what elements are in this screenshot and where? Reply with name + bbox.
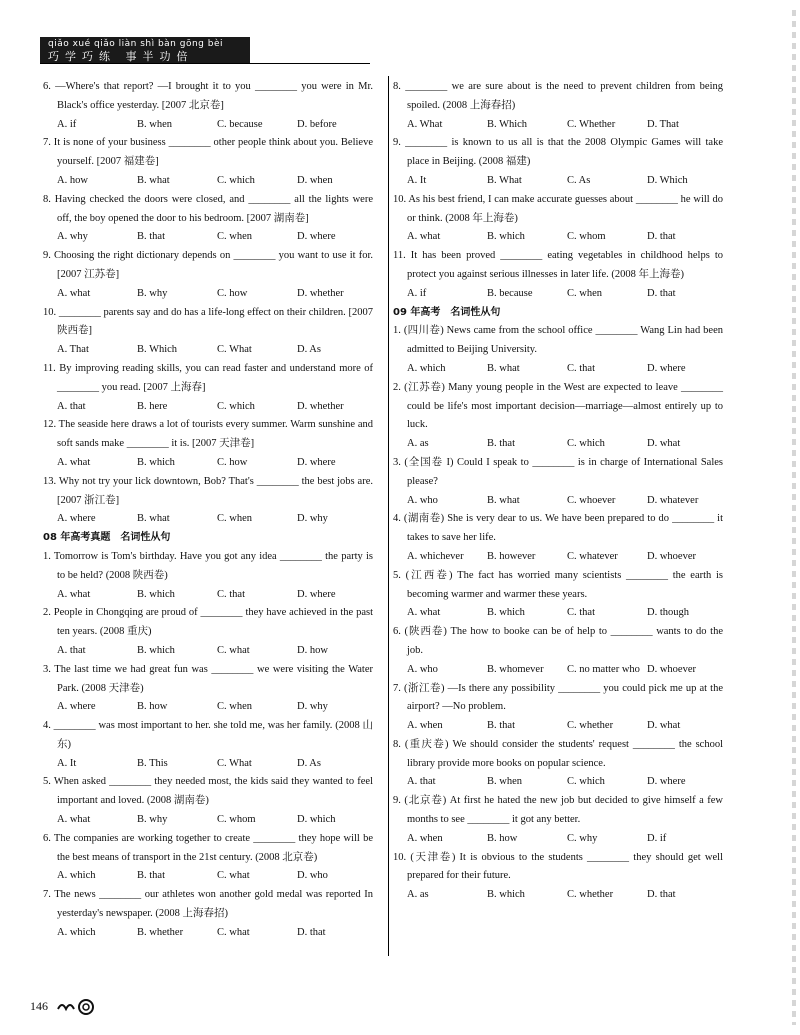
answer-option: B. whomever: [487, 663, 544, 675]
scan-edge: [792, 10, 796, 1025]
answer-options: [43, 285, 373, 304]
answer-options: [393, 492, 723, 511]
question-text: 6. The companies are working together to create ________ they hope will be the best means of transport in the 21st century. (2008 北京卷): [43, 832, 373, 863]
answer-option: C. which: [567, 776, 605, 788]
question-text: 2. People in Chongqing are proud of ________ they have achieved in the past ten years. (2008 重庆): [43, 607, 373, 638]
answer-option: B. that: [137, 870, 165, 882]
answer-options: [43, 116, 373, 135]
header-title: 巧学巧练 事半功倍: [48, 50, 194, 63]
answer-option: C. how: [217, 287, 248, 299]
answer-option: B. which: [137, 588, 175, 600]
answer-options: [43, 398, 373, 417]
question-text: 12. The seaside here draws a lot of tourists every summer. Warm sunshine and soft sands make ________ it is. [2007 天津卷]: [43, 419, 373, 450]
question-text: 2. (江苏卷) Many young people in the West are expected to leave ________ could be life's most important decision—marriage—almost entirely up to luck.: [393, 381, 723, 431]
question-item: [43, 830, 373, 886]
answer-options: [43, 642, 373, 661]
section-heading: 08 年高考真题 名词性从句: [43, 532, 171, 544]
answer-option: C. what: [217, 926, 250, 938]
question-text: 9. ________ is known to us all is that the 2008 Olympic Games will take place in Beijing. (2008 福建): [393, 137, 723, 168]
answer-options: [43, 510, 373, 529]
column-divider: [388, 76, 389, 956]
page-number: 146: [30, 998, 48, 1013]
header-rule: [40, 63, 370, 64]
answer-options: [393, 773, 723, 792]
question-item: [43, 773, 373, 829]
question-item: [43, 473, 373, 529]
question-item: [43, 247, 373, 303]
question-item: [43, 548, 373, 604]
answer-option: A. which: [57, 926, 96, 938]
answer-option: C. whom: [567, 231, 606, 243]
answer-option: D. why: [297, 701, 328, 713]
answer-options: [393, 435, 723, 454]
question-item: [393, 379, 723, 454]
answer-options: [393, 172, 723, 191]
answer-option: B. what: [137, 174, 170, 186]
answer-option: C. whether: [567, 720, 614, 732]
answer-option: D. what: [647, 438, 681, 450]
question-text: 3. The last time we had great fun was ________ we were visiting the Water Park. (2008 天津卷): [43, 663, 373, 694]
answer-option: D. that: [647, 287, 676, 299]
answer-option: C. why: [567, 832, 598, 844]
question-text: 4. ________ was most important to her. she told me, was her family. (2008 山东): [43, 720, 373, 750]
header-banner: [40, 37, 250, 63]
answer-options: [43, 698, 373, 717]
question-text: 10. As his best friend, I can make accurate guesses about ________ he will do or think. (2008 年上海卷): [393, 193, 723, 224]
answer-option: C. that: [567, 607, 595, 619]
answer-options: [43, 867, 373, 886]
question-text: 1. Tomorrow is Tom's birthday. Have you got any idea ________ the party is to be held? (2008 陕西卷): [43, 550, 373, 581]
answer-option: C. What: [217, 757, 252, 769]
answer-option: B. Which: [487, 118, 528, 130]
question-item: [393, 454, 723, 510]
answer-option: B. which: [487, 607, 525, 619]
question-text: 11. By improving reading skills, you can read faster and understand more of ________ you read. [2007 上海春]: [43, 362, 373, 393]
answer-option: D. before: [297, 118, 337, 130]
answer-option: A. why: [57, 231, 88, 243]
question-item: [393, 247, 723, 303]
answer-option: B. whether: [137, 926, 184, 938]
answer-options: [43, 172, 373, 191]
answer-option: B. which: [137, 456, 175, 468]
answer-option: D. As: [297, 757, 321, 769]
answer-option: A. That: [57, 344, 89, 356]
answer-option: C. which: [217, 400, 255, 412]
answer-option: B. that: [487, 438, 515, 450]
answer-option: B. because: [487, 287, 533, 299]
answer-option: B. that: [137, 231, 165, 243]
answer-option: B. however: [487, 550, 536, 562]
answer-option: B. why: [137, 814, 168, 826]
answer-option: B. What: [487, 174, 522, 186]
answer-option: C. whom: [217, 814, 256, 826]
question-item: [393, 736, 723, 792]
question-item: [393, 134, 723, 190]
answer-options: [43, 586, 373, 605]
question-item: [393, 191, 723, 247]
answer-option: C. whoever: [567, 494, 616, 506]
answer-option: C. what: [217, 870, 250, 882]
answer-options: [393, 886, 723, 905]
answer-option: B. what: [137, 513, 170, 525]
answer-option: B. what: [487, 362, 520, 374]
answer-option: C. when: [217, 231, 252, 243]
answer-option: A. It: [57, 757, 77, 769]
answer-option: A. that: [57, 400, 86, 412]
answer-option: A. that: [407, 776, 436, 788]
answer-option: B. which: [487, 231, 525, 243]
question-text: 4. (湖南卷) She is very dear to us. We have been prepared to do ________ it takes to save her life.: [393, 513, 723, 544]
answer-option: A. that: [57, 644, 86, 656]
answer-option: A. where: [57, 513, 96, 525]
answer-option: B. which: [487, 889, 525, 901]
question-item: [393, 680, 723, 736]
question-text: 6. (陕西卷) The how to booke can be of help to ________ wants to do the job.: [393, 626, 723, 656]
answer-option: A. as: [407, 889, 429, 901]
question-text: 1. (四川卷) News came from the school office ________ Wang Lin had been admitted to Beijing University.: [393, 325, 723, 356]
left-column: [43, 78, 373, 943]
answer-option: B. This: [137, 757, 168, 769]
answer-options: [43, 228, 373, 247]
answer-option: D. that: [297, 926, 326, 938]
answer-option: A. how: [57, 174, 88, 186]
answer-option: A. what: [57, 287, 91, 299]
answer-options: [43, 924, 373, 943]
answer-option: C. when: [217, 513, 252, 525]
question-text: 8. (重庆卷) We should consider the students' request ________ the school library provide more books on popular science.: [393, 738, 723, 769]
answer-option: D. how: [297, 644, 328, 656]
question-item: [43, 416, 373, 472]
answer-option: C. whether: [567, 889, 614, 901]
question-item: [43, 134, 373, 190]
answer-option: D. Which: [647, 174, 688, 186]
answer-options: [43, 811, 373, 830]
question-item: [43, 717, 373, 773]
answer-option: C. no matter who: [567, 663, 640, 675]
question-text: 11. It has been proved ________ eating vegetables in childhood helps to protect you against serious illnesses in later life. (2008 年上海卷): [393, 250, 723, 280]
answer-options: [43, 341, 373, 360]
answer-option: D. if: [647, 832, 667, 844]
answer-option: D. who: [297, 870, 328, 882]
question-item: [393, 78, 723, 134]
answer-option: B. when: [137, 118, 172, 130]
question-item: [43, 191, 373, 247]
question-text: 6. —Where's that report? —I brought it to you ________ you were in Mr. Black's office yesterday. [2007 北京卷]: [43, 81, 373, 111]
question-text: 8. Having checked the doors were closed, and ________ all the lights were off, the boy opened the door to his bedroom. [2007 湖南卷]: [43, 193, 373, 224]
answer-option: D. where: [297, 231, 336, 243]
answer-option: A. what: [407, 231, 441, 243]
question-item: [43, 304, 373, 360]
answer-options: [393, 661, 723, 680]
answer-option: B. which: [137, 644, 175, 656]
answer-option: C. when: [567, 287, 602, 299]
header-pinyin: qiǎo xué qiǎo liàn shì bàn gōng bèi: [48, 39, 223, 49]
section-heading: 09 年高考 名词性从句: [393, 306, 501, 318]
right-column: [393, 78, 723, 905]
answer-options: [393, 228, 723, 247]
answer-option: D. though: [647, 607, 689, 619]
page-header: [40, 37, 250, 63]
question-text: 10. (天津卷) It is obvious to the students ________ they should get well prepared for their future.: [393, 851, 723, 882]
answer-option: D. whatever: [647, 494, 699, 506]
question-item: [43, 604, 373, 660]
answer-options: [393, 548, 723, 567]
answer-option: C. whatever: [567, 550, 618, 562]
answer-option: C. how: [217, 456, 248, 468]
question-item: [393, 849, 723, 905]
answer-option: C. Whether: [567, 118, 616, 130]
answer-option: C. what: [217, 644, 250, 656]
question-text: 5. When asked ________ they needed most, the kids said they wanted to feel important and loved. (2008 湖南卷): [43, 776, 373, 807]
page-footer: [30, 997, 102, 1015]
answer-option: A. where: [57, 701, 96, 713]
answer-option: D. As: [297, 344, 321, 356]
answer-option: D. that: [647, 231, 676, 243]
answer-option: B. here: [137, 400, 168, 412]
question-text: 10. ________ parents say and do has a life-long effect on their children. [2007 陕西卷]: [43, 306, 373, 337]
answer-option: B. how: [137, 701, 168, 713]
question-item: [393, 322, 723, 378]
question-item: [43, 360, 373, 416]
answer-option: D. where: [647, 776, 686, 788]
book-logo-icon: [56, 997, 102, 1015]
answer-option: A. what: [57, 456, 91, 468]
answer-option: A. whichever: [407, 550, 464, 562]
question-text: 3. (全国卷 I) Could I speak to ________ is in charge of International Sales please?: [393, 456, 723, 487]
question-item: [393, 792, 723, 848]
question-item: [393, 623, 723, 679]
answer-option: C. when: [217, 701, 252, 713]
question-item: [393, 567, 723, 623]
answer-option: C. because: [217, 118, 263, 130]
answer-option: A. who: [407, 663, 438, 675]
answer-option: C. which: [217, 174, 255, 186]
answer-option: D. whoever: [647, 663, 696, 675]
question-text: 7. (浙江卷) —Is there any possibility ________ you could pick me up at the airport? —No problem.: [393, 682, 723, 713]
answer-option: A. when: [407, 720, 443, 732]
answer-option: D. whether: [297, 400, 344, 412]
question-text: 13. Why not try your lick downtown, Bob? That's ________ the best jobs are. [2007 浙江卷]: [43, 475, 373, 506]
answer-options: [393, 285, 723, 304]
answer-option: A. It: [407, 174, 427, 186]
answer-options: [43, 454, 373, 473]
answer-options: [393, 360, 723, 379]
question-text: 9. (北京卷) At first he hated the new job but decided to give himself a few months to see ________ it got any better.: [393, 795, 723, 826]
answer-option: B. when: [487, 776, 522, 788]
answer-option: A. what: [57, 588, 91, 600]
answer-option: D. where: [297, 588, 336, 600]
answer-options: [43, 755, 373, 774]
question-text: 7. The news ________ our athletes won another gold medal was reported In yesterday's newspaper. (2008 上海春招): [43, 889, 373, 920]
answer-option: D. which: [297, 814, 336, 826]
answer-options: [393, 830, 723, 849]
answer-option: D. what: [647, 720, 681, 732]
answer-options: [393, 717, 723, 736]
answer-option: C. that: [567, 362, 595, 374]
answer-option: A. which: [407, 362, 446, 374]
question-text: 5. (江西卷) The fact has worried many scientists ________ the earth is becoming warmer and warmer these years.: [393, 569, 723, 600]
answer-option: D. whether: [297, 287, 344, 299]
answer-option: C. that: [217, 588, 245, 600]
answer-option: A. as: [407, 438, 429, 450]
answer-option: B. Which: [137, 344, 178, 356]
answer-option: A. which: [57, 870, 96, 882]
answer-option: A. who: [407, 494, 438, 506]
answer-option: B. that: [487, 720, 515, 732]
answer-option: C. As: [567, 174, 591, 186]
question-item: [43, 886, 373, 942]
question-text: 8. ________ we are sure about is the need to prevent children from being spoiled. (2008 上海春招): [393, 81, 723, 111]
answer-option: D. where: [647, 362, 686, 374]
answer-option: D. That: [647, 118, 679, 130]
answer-options: [393, 604, 723, 623]
answer-option: C. What: [217, 344, 252, 356]
answer-option: A. what: [407, 607, 441, 619]
answer-option: A. What: [407, 118, 443, 130]
answer-option: D. why: [297, 513, 328, 525]
answer-option: D. when: [297, 174, 333, 186]
answer-option: A. if: [57, 118, 77, 130]
answer-options: [393, 116, 723, 135]
answer-option: B. how: [487, 832, 518, 844]
question-text: 7. It is none of your business ________ other people think about you. Believe yourself. [2007 福建卷]: [43, 137, 373, 168]
question-item: [43, 661, 373, 717]
answer-option: D. that: [647, 889, 676, 901]
question-item: [393, 510, 723, 566]
answer-option: D. whoever: [647, 550, 696, 562]
answer-option: C. which: [567, 438, 605, 450]
answer-option: D. where: [297, 456, 336, 468]
question-text: 9. Choosing the right dictionary depends on ________ you want to use it for. [2007 江苏卷]: [43, 250, 373, 280]
question-item: [43, 78, 373, 134]
answer-option: B. what: [487, 494, 520, 506]
answer-option: A. if: [407, 287, 427, 299]
answer-option: A. when: [407, 832, 443, 844]
answer-option: B. why: [137, 287, 168, 299]
answer-option: A. what: [57, 814, 91, 826]
